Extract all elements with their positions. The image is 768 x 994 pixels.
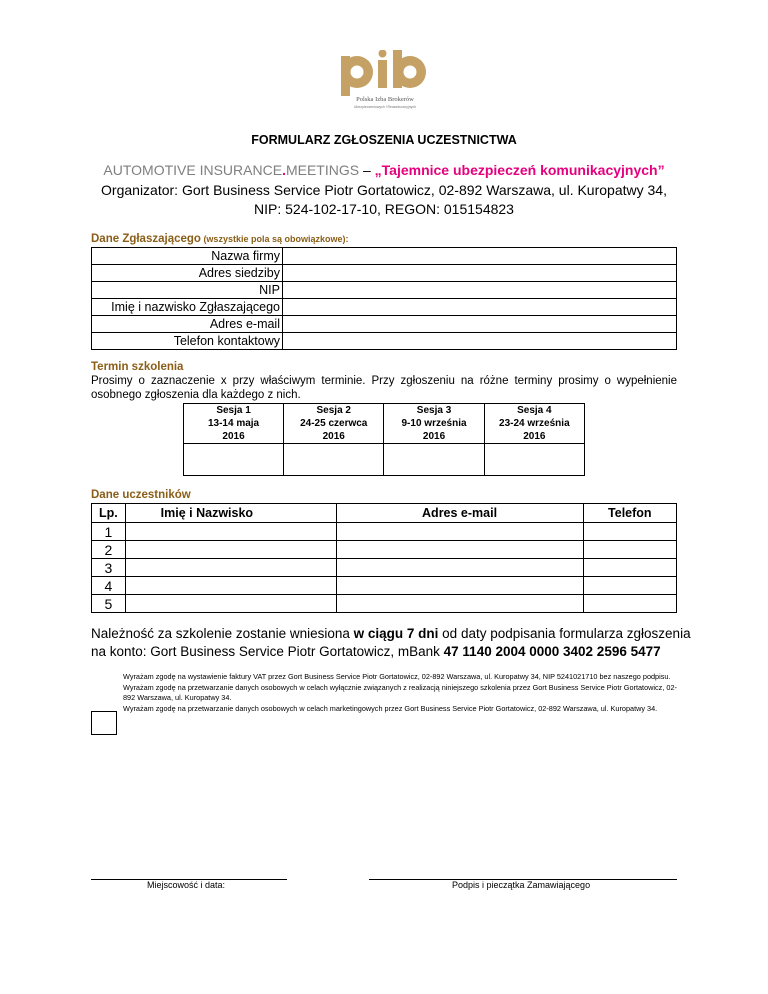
organizer-line-2: NIP: 524-102-17-10, REGON: 015154823	[254, 201, 514, 217]
logo-tagline: Ubezpieczeniowych i Reasekuracyjnych	[353, 105, 417, 109]
session-header-1	[184, 404, 284, 444]
phone-field[interactable]	[283, 333, 677, 350]
session-dates: 24-25 czerwca	[300, 418, 368, 429]
applicant-label: Adres e-mail	[92, 316, 283, 333]
table-row	[92, 559, 677, 577]
consent-data-processing: Wyrażam zgodę na przetwarzanie danych osobowych w celach wyłącznie związanych z realizacją niniejszego szkolenia przez Gort Business Service Piotr Gortatowicz, 02-892 Warszawa, ul. Kuropatwy 34.	[123, 682, 677, 702]
participant-phone-cell[interactable]	[583, 595, 676, 613]
session-year: 2016	[523, 431, 546, 442]
session-year: 2016	[222, 431, 245, 442]
col-email: Adres e-mail	[336, 504, 583, 523]
participant-name-cell[interactable]	[125, 559, 336, 577]
participant-phone-cell[interactable]	[583, 523, 676, 541]
place-date-label: Miejscowość i data:	[147, 880, 226, 890]
consent-invoice: Wyrażam zgodę na wystawienie faktury VAT przez Gort Business Service Piotr Gortatowicz, 02-892 Warszawa, ul. Kuropatwy 34, NIP 5241021710 bez naszego podpisu.	[123, 672, 671, 681]
session-3-mark-cell[interactable]	[384, 444, 484, 476]
applicant-label: NIP	[92, 282, 283, 299]
table-row	[92, 523, 677, 541]
session-dates: 9-10 września	[401, 418, 467, 429]
session-name: Sesja 4	[517, 405, 552, 416]
nip-field[interactable]	[283, 282, 677, 299]
form-title: FORMULARZ ZGŁOSZENIA UCZESTNICTWA	[251, 133, 517, 147]
session-4-mark-cell[interactable]	[484, 444, 584, 476]
participant-phone-cell[interactable]	[583, 559, 676, 577]
applicant-row	[92, 316, 677, 333]
applicant-row	[92, 299, 677, 316]
row-number: 5	[92, 595, 126, 613]
table-row	[92, 541, 677, 559]
session-year: 2016	[422, 431, 446, 442]
participant-name-cell[interactable]	[125, 523, 336, 541]
participant-phone-cell[interactable]	[583, 541, 676, 559]
event-title	[0, 162, 768, 178]
pib-logo-mark	[329, 50, 441, 122]
col-name: Imię i Nazwisko	[125, 504, 336, 523]
participant-name-cell[interactable]	[125, 595, 336, 613]
session-name: Sesja 2	[316, 405, 351, 416]
training-term-heading: Termin szkolenia	[91, 361, 184, 373]
applicant-row	[92, 248, 677, 265]
sessions-table	[183, 403, 585, 476]
session-dates: 13-14 maja	[207, 418, 260, 429]
organizer-line-1: Organizator: Gort Business Service Piotr Gortatowicz, 02-892 Warszawa, ul. Kuropatwy 34,	[101, 182, 667, 198]
consent-marketing: Wyrażam zgodę na przetwarzanie danych osobowych w celach marketingowych przez Gort Business Service Piotr Gortatowicz, 02-892 Warszawa, ul. Kuropatwy 34.	[123, 703, 658, 713]
bank-account-number: 47 1140 2004 0000 3402 2596 5477	[443, 644, 661, 659]
applicant-label: Nazwa firmy	[92, 248, 283, 265]
payment-text-1: Należność za szkolenie zostanie wniesiona	[91, 626, 354, 641]
sessions-selection-row	[184, 444, 585, 476]
session-dates: 23-24 września	[499, 418, 570, 429]
participant-phone-cell[interactable]	[583, 577, 676, 595]
applicant-heading	[91, 233, 348, 245]
consent-checkbox[interactable]	[91, 711, 117, 735]
participant-email-cell[interactable]	[336, 577, 583, 595]
applicant-label: Telefon kontaktowy	[92, 333, 283, 350]
payment-text-2: od daty podpisania formularza zgłoszenia na konto: Gort Business Service Piotr Gortatowicz, mBank	[91, 626, 691, 659]
participants-table	[91, 503, 677, 613]
applicant-row	[92, 282, 677, 299]
table-row	[92, 595, 677, 613]
applicant-label: Adres siedziby	[92, 265, 283, 282]
session-header-4	[484, 404, 584, 444]
applicant-heading-note: (wszystkie pola są obowiązkowe):	[200, 234, 349, 244]
session-2-mark-cell[interactable]	[284, 444, 384, 476]
applicant-name-field[interactable]	[283, 299, 677, 316]
applicant-heading-text: Dane Zgłaszającego	[91, 233, 201, 245]
event-subtitle: „Tajemnice ubezpieczeń komunikacyjnych”	[374, 162, 665, 178]
company-name-field[interactable]	[283, 248, 677, 265]
col-phone: Telefon	[583, 504, 676, 523]
applicant-label: Imię i nazwisko Zgłaszającego	[92, 299, 283, 316]
row-number: 3	[92, 559, 126, 577]
event-name-part1: AUTOMOTIVE INSURANCE	[103, 162, 283, 178]
participants-header-row	[92, 504, 677, 523]
participant-name-cell[interactable]	[125, 577, 336, 595]
row-number: 2	[92, 541, 126, 559]
participants-heading: Dane uczestników	[91, 489, 191, 501]
consents-block	[123, 672, 679, 714]
applicant-row	[92, 333, 677, 350]
participant-email-cell[interactable]	[336, 523, 583, 541]
event-name-part2: MEETINGS	[285, 162, 360, 178]
participant-email-cell[interactable]	[336, 595, 583, 613]
event-dash: –	[359, 162, 375, 178]
training-term-instructions: Prosimy o zaznaczenie x przy właściwym terminie. Przy zgłoszeniu na różne terminy prosimy o wypełnienie osobnego zgłoszenia dla każdego z nich.	[91, 375, 677, 401]
payment-note	[91, 625, 691, 661]
company-address-field[interactable]	[283, 265, 677, 282]
session-name: Sesja 1	[216, 405, 251, 416]
session-header-3	[384, 404, 484, 444]
session-year: 2016	[322, 431, 345, 442]
participant-email-cell[interactable]	[336, 559, 583, 577]
row-number: 1	[92, 523, 126, 541]
session-name: Sesja 3	[416, 405, 452, 416]
applicant-row	[92, 265, 677, 282]
row-number: 4	[92, 577, 126, 595]
participant-email-cell[interactable]	[336, 541, 583, 559]
logo-name: Polska Izba Brokerów	[356, 96, 414, 103]
table-row	[92, 577, 677, 595]
event-dot: .	[282, 162, 286, 178]
applicant-table	[91, 247, 677, 350]
email-field[interactable]	[283, 316, 677, 333]
pib-logo	[329, 50, 441, 122]
session-header-2	[284, 404, 384, 444]
col-lp: Lp.	[92, 504, 126, 523]
participant-name-cell[interactable]	[125, 541, 336, 559]
payment-deadline: w ciągu 7 dni	[353, 626, 439, 641]
sessions-header-row	[184, 404, 585, 444]
signature-label: Podpis i pieczątka Zamawiającego	[452, 880, 591, 890]
session-1-mark-cell[interactable]	[184, 444, 284, 476]
